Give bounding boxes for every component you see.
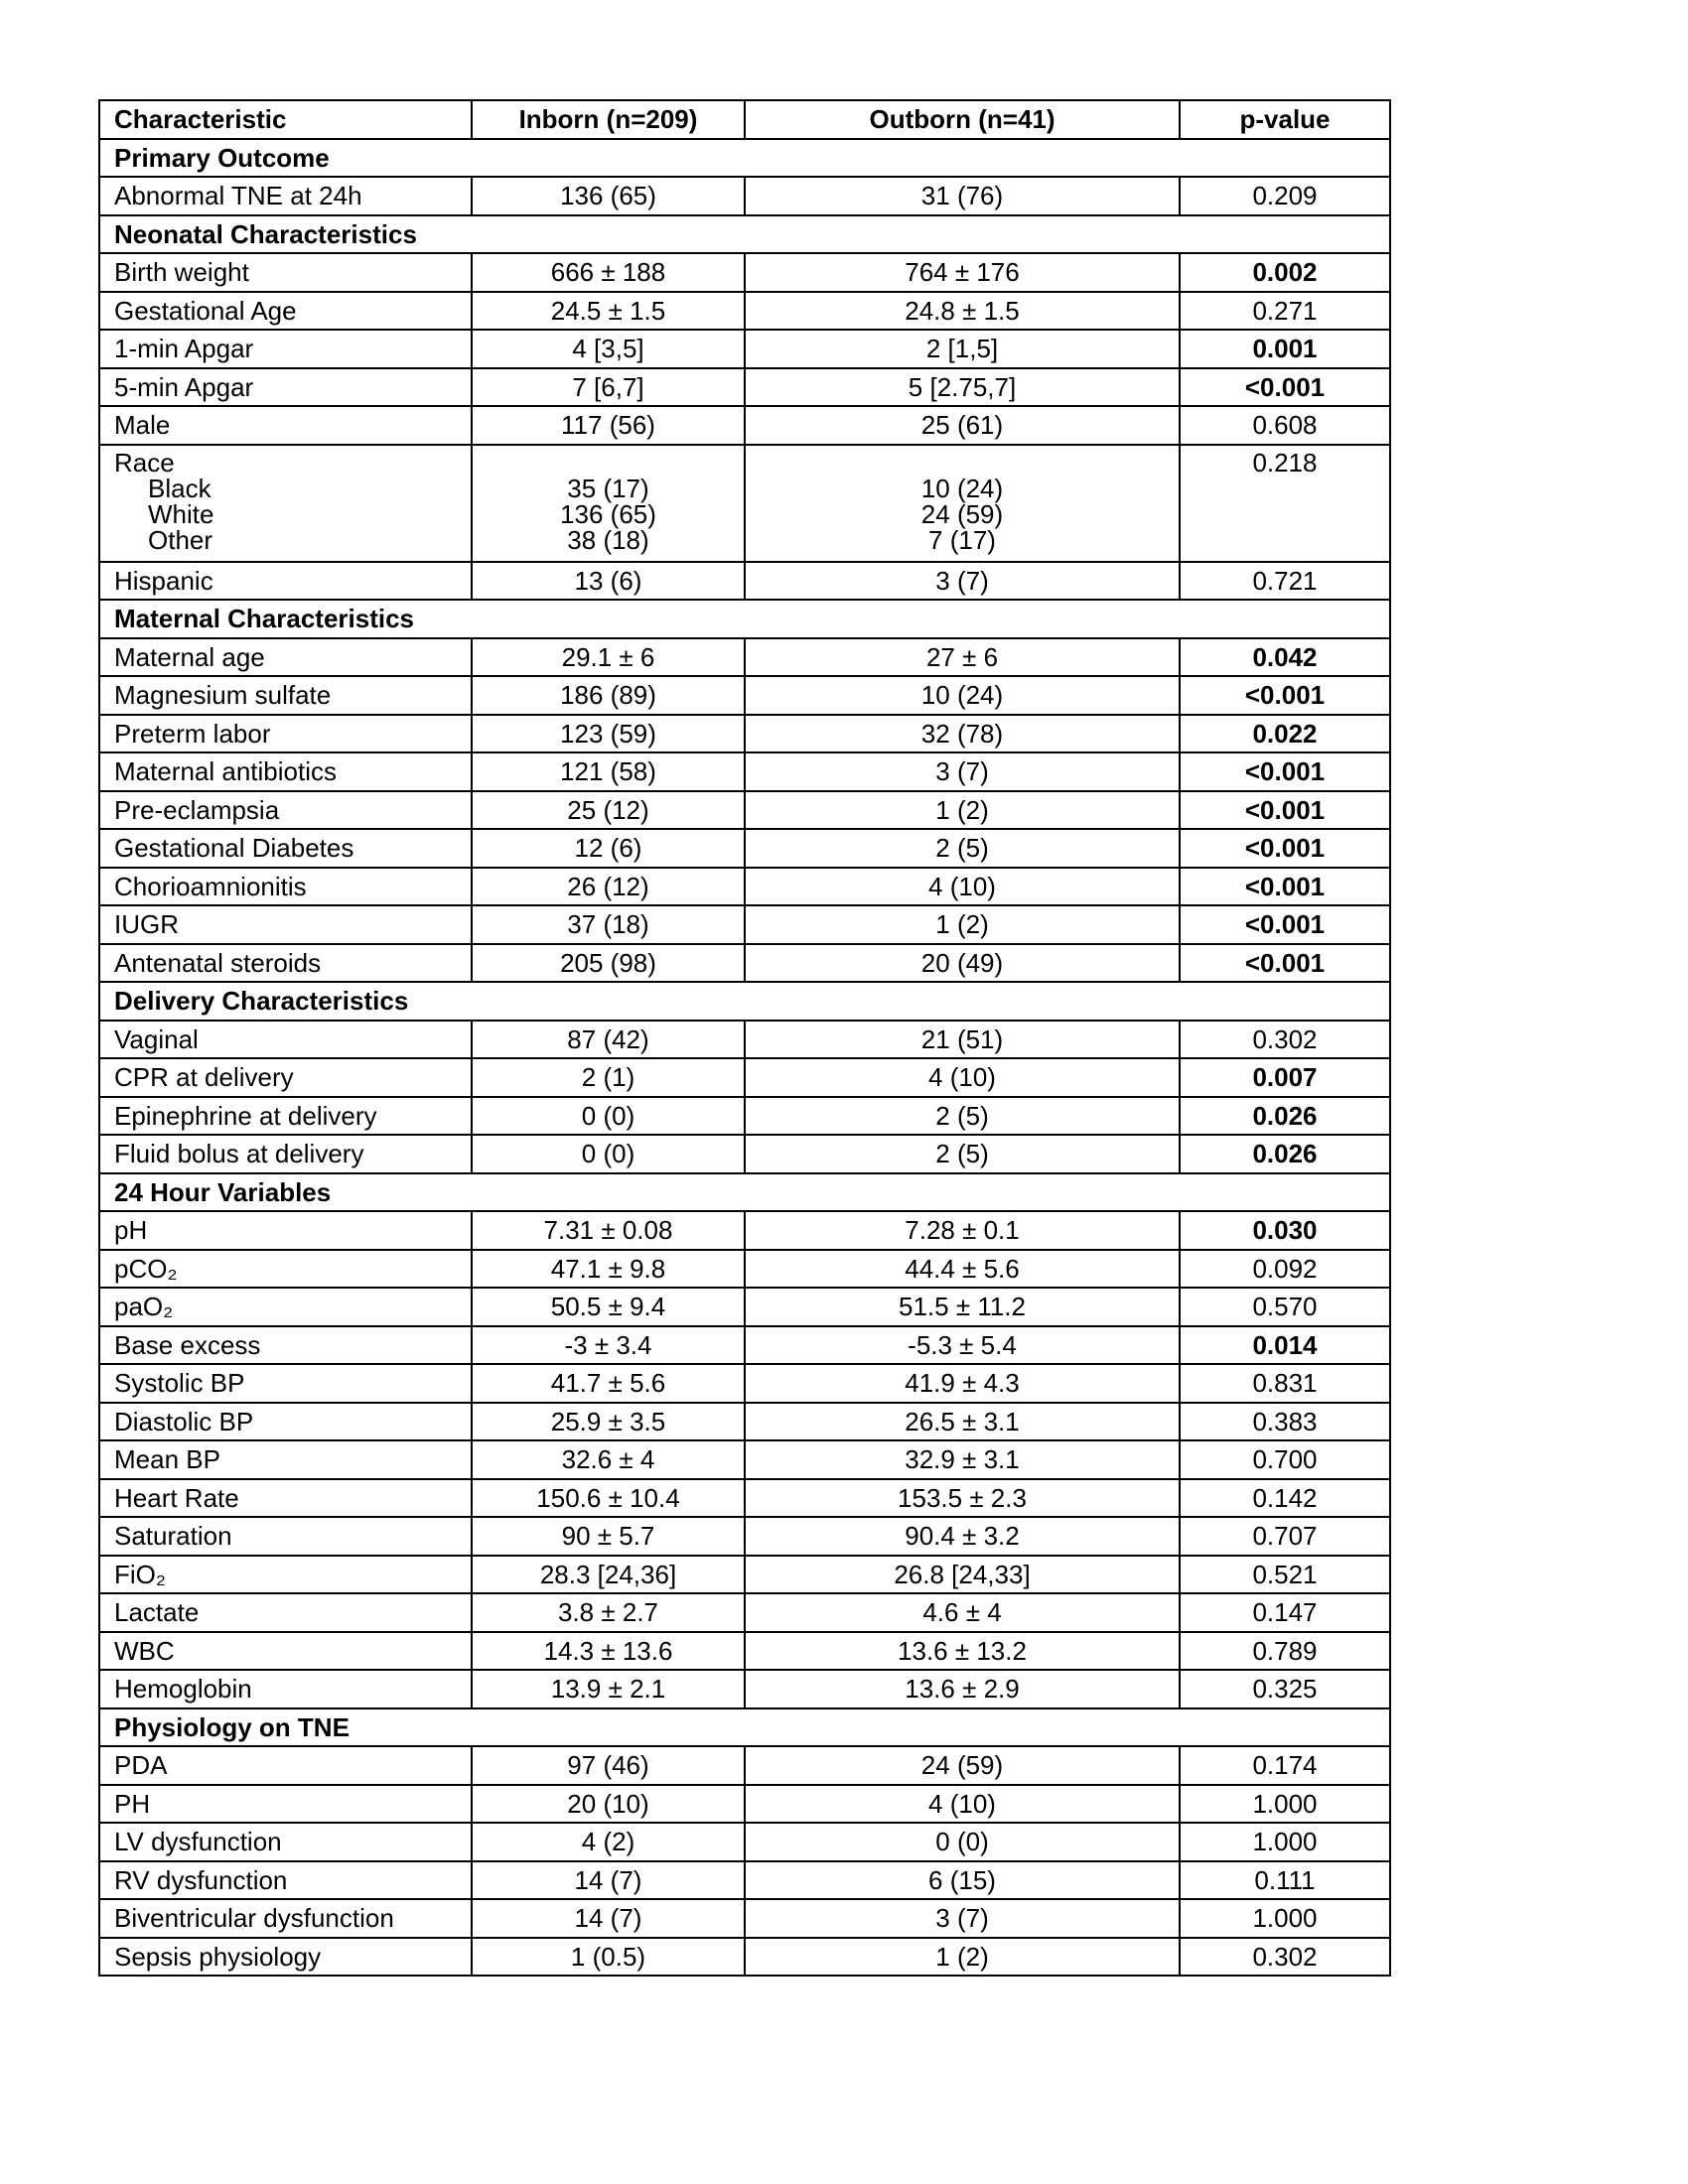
inborn-value: 7 [6,7] <box>472 368 745 407</box>
inborn-value: 666 ± 188 <box>472 253 745 292</box>
p-value: 1.000 <box>1180 1899 1390 1938</box>
p-value: 0.030 <box>1180 1211 1390 1250</box>
inborn-value: 136 (65) <box>472 177 745 215</box>
row-label: Base excess <box>99 1326 472 1365</box>
outborn-value: 32.9 ± 3.1 <box>745 1440 1180 1479</box>
inborn-value: 186 (89) <box>472 676 745 715</box>
sub-row-label: Black <box>148 473 211 503</box>
p-value-cell: 0.218 <box>1180 445 1390 562</box>
outborn-value: 2 [1,5] <box>745 330 1180 368</box>
outborn-value: 24 (59) <box>920 498 1004 529</box>
row-label: Lactate <box>99 1593 472 1632</box>
table-row <box>99 1440 1390 1479</box>
table-row <box>99 752 1390 791</box>
section-title: Physiology on TNE <box>99 1708 1390 1747</box>
inborn-value: 13.9 ± 2.1 <box>472 1670 745 1708</box>
outborn-value: 25 (61) <box>745 406 1180 445</box>
table-row <box>99 1250 1390 1289</box>
p-value: <0.001 <box>1180 368 1390 407</box>
table-row <box>99 1403 1390 1441</box>
outborn-cell <box>745 445 1180 562</box>
inborn-value: 121 (58) <box>472 752 745 791</box>
outborn-value: -5.3 ± 5.4 <box>745 1326 1180 1365</box>
inborn-value: 32.6 ± 4 <box>472 1440 745 1479</box>
row-label: FiO₂ <box>99 1556 472 1594</box>
table-row <box>99 1211 1390 1250</box>
outborn-value: 26.8 [24,33] <box>745 1556 1180 1594</box>
row-label: PDA <box>99 1746 472 1785</box>
inborn-value: 1 (0.5) <box>472 1938 745 1977</box>
section-row <box>99 982 1390 1021</box>
inborn-cell <box>472 445 745 562</box>
inborn-value: 28.3 [24,36] <box>472 1556 745 1594</box>
inborn-value: 7.31 ± 0.08 <box>472 1211 745 1250</box>
row-label: Magnesium sulfate <box>99 676 472 715</box>
inborn-value: 123 (59) <box>472 715 745 753</box>
inborn-value: 24.5 ± 1.5 <box>472 292 745 331</box>
table-row <box>99 177 1390 215</box>
table-row <box>99 638 1390 677</box>
outborn-value: 41.9 ± 4.3 <box>745 1364 1180 1403</box>
table-row <box>99 868 1390 906</box>
row-label: Abnormal TNE at 24h <box>99 177 472 215</box>
p-value: 0.721 <box>1180 562 1390 601</box>
row-label: Male <box>99 406 472 445</box>
p-value: 0.271 <box>1180 292 1390 331</box>
section-row <box>99 215 1390 254</box>
outborn-value: 13.6 ± 13.2 <box>745 1632 1180 1671</box>
outborn-value: 2 (5) <box>745 829 1180 868</box>
row-label: WBC <box>99 1632 472 1671</box>
outborn-value: 764 ± 176 <box>745 253 1180 292</box>
row-label: paO₂ <box>99 1288 472 1326</box>
table-row <box>99 1326 1390 1365</box>
outborn-value: 10 (24) <box>920 473 1004 503</box>
inborn-value: 4 [3,5] <box>472 330 745 368</box>
outborn-value: 5 [2.75,7] <box>745 368 1180 407</box>
table-row <box>99 676 1390 715</box>
p-value: 0.521 <box>1180 1556 1390 1594</box>
p-value: 0.026 <box>1180 1097 1390 1136</box>
p-value: 0.209 <box>1180 177 1390 215</box>
table-row <box>99 330 1390 368</box>
table-row <box>99 1899 1390 1938</box>
header-p-value: p-value <box>1180 100 1390 139</box>
row-label: Vaginal <box>99 1021 472 1059</box>
outborn-value: 1 (2) <box>745 1938 1180 1977</box>
outborn-value: 2 (5) <box>745 1135 1180 1173</box>
row-label: Preterm labor <box>99 715 472 753</box>
inborn-value: 14 (7) <box>472 1861 745 1900</box>
table-row <box>99 1746 1390 1785</box>
table-row <box>99 905 1390 944</box>
outborn-value: 3 (7) <box>745 752 1180 791</box>
table-row <box>99 1938 1390 1977</box>
inborn-value: 25.9 ± 3.5 <box>472 1403 745 1441</box>
table-row <box>99 562 1390 601</box>
row-label: Hemoglobin <box>99 1670 472 1708</box>
p-value: 0.022 <box>1180 715 1390 753</box>
table-row <box>99 1861 1390 1900</box>
outborn-value: 3 (7) <box>745 1899 1180 1938</box>
p-value: 0.302 <box>1180 1021 1390 1059</box>
table-row <box>99 944 1390 983</box>
inborn-value: 2 (1) <box>472 1058 745 1097</box>
inborn-value: 205 (98) <box>472 944 745 983</box>
inborn-value: 4 (2) <box>472 1823 745 1861</box>
section-row <box>99 139 1390 178</box>
table-row <box>99 368 1390 407</box>
table-row <box>99 829 1390 868</box>
table-row <box>99 292 1390 331</box>
outborn-value: 4.6 ± 4 <box>745 1593 1180 1632</box>
p-value: <0.001 <box>1180 829 1390 868</box>
table-row <box>99 1135 1390 1173</box>
row-label: pH <box>99 1211 472 1250</box>
row-label: Gestational Age <box>99 292 472 331</box>
header-inborn: Inborn (n=209) <box>472 100 745 139</box>
p-value: 0.042 <box>1180 638 1390 677</box>
characteristics-table <box>98 99 1391 1977</box>
inborn-value: 97 (46) <box>472 1746 745 1785</box>
table-row <box>99 253 1390 292</box>
row-label: 1-min Apgar <box>99 330 472 368</box>
p-value: 1.000 <box>1180 1785 1390 1824</box>
inborn-value: 14.3 ± 13.6 <box>472 1632 745 1671</box>
row-label: Maternal antibiotics <box>99 752 472 791</box>
outborn-value: 1 (2) <box>745 791 1180 830</box>
inborn-value: 13 (6) <box>472 562 745 601</box>
p-value: 0.002 <box>1180 253 1390 292</box>
table-row <box>99 1288 1390 1326</box>
section-title: Maternal Characteristics <box>99 600 1390 638</box>
inborn-value: 38 (18) <box>567 524 649 555</box>
inborn-value: 12 (6) <box>472 829 745 868</box>
row-label: CPR at delivery <box>99 1058 472 1097</box>
outborn-value: 13.6 ± 2.9 <box>745 1670 1180 1708</box>
p-value: 1.000 <box>1180 1823 1390 1861</box>
row-label: Race <box>114 447 175 478</box>
sub-row-label: White <box>148 498 214 529</box>
inborn-value: 29.1 ± 6 <box>472 638 745 677</box>
table-row <box>99 1364 1390 1403</box>
p-value: 0.325 <box>1180 1670 1390 1708</box>
section-title: Neonatal Characteristics <box>99 215 1390 254</box>
outborn-value: 24.8 ± 1.5 <box>745 292 1180 331</box>
inborn-value: 20 (10) <box>472 1785 745 1824</box>
outborn-value: 4 (10) <box>745 868 1180 906</box>
row-label: Birth weight <box>99 253 472 292</box>
outborn-value: 4 (10) <box>745 1785 1180 1824</box>
row-label: Gestational Diabetes <box>99 829 472 868</box>
p-value: 0.831 <box>1180 1364 1390 1403</box>
outborn-value: 1 (2) <box>745 905 1180 944</box>
row-label: Saturation <box>99 1517 472 1556</box>
header-characteristic: Characteristic <box>99 100 472 139</box>
row-label: RV dysfunction <box>99 1861 472 1900</box>
table-row <box>99 1823 1390 1861</box>
row-label: Epinephrine at delivery <box>99 1097 472 1136</box>
p-value: <0.001 <box>1180 791 1390 830</box>
table-row <box>99 1517 1390 1556</box>
row-label: pCO₂ <box>99 1250 472 1289</box>
p-value: 0.302 <box>1180 1938 1390 1977</box>
inborn-value: -3 ± 3.4 <box>472 1326 745 1365</box>
table-row <box>99 1593 1390 1632</box>
table-row <box>99 1670 1390 1708</box>
p-value: 0.026 <box>1180 1135 1390 1173</box>
outborn-value: 44.4 ± 5.6 <box>745 1250 1180 1289</box>
outborn-value: 32 (78) <box>745 715 1180 753</box>
inborn-value: 14 (7) <box>472 1899 745 1938</box>
row-label: IUGR <box>99 905 472 944</box>
table-row <box>99 1632 1390 1671</box>
row-label: Biventricular dysfunction <box>99 1899 472 1938</box>
inborn-value: 3.8 ± 2.7 <box>472 1593 745 1632</box>
inborn-value: 37 (18) <box>472 905 745 944</box>
row-label: 5-min Apgar <box>99 368 472 407</box>
section-row <box>99 600 1390 638</box>
p-value: 0.111 <box>1180 1861 1390 1900</box>
table-row-group <box>99 445 1390 562</box>
p-value: <0.001 <box>1180 905 1390 944</box>
outborn-value: 7.28 ± 0.1 <box>745 1211 1180 1250</box>
table-body <box>99 100 1390 1976</box>
outborn-value: 10 (24) <box>745 676 1180 715</box>
p-value: 0.707 <box>1180 1517 1390 1556</box>
p-value: 0.608 <box>1180 406 1390 445</box>
row-label: Hispanic <box>99 562 472 601</box>
p-value: 0.014 <box>1180 1326 1390 1365</box>
inborn-value: 90 ± 5.7 <box>472 1517 745 1556</box>
outborn-value: 6 (15) <box>745 1861 1180 1900</box>
inborn-value: 47.1 ± 9.8 <box>472 1250 745 1289</box>
outborn-value: 26.5 ± 3.1 <box>745 1403 1180 1441</box>
section-row <box>99 1173 1390 1212</box>
row-label: Heart Rate <box>99 1479 472 1518</box>
table-row <box>99 406 1390 445</box>
p-value: <0.001 <box>1180 944 1390 983</box>
outborn-value: 20 (49) <box>745 944 1180 983</box>
outborn-value: 7 (17) <box>928 524 996 555</box>
row-label: PH <box>99 1785 472 1824</box>
row-label: Maternal age <box>99 638 472 677</box>
section-title: Delivery Characteristics <box>99 982 1390 1021</box>
row-label: Chorioamnionitis <box>99 868 472 906</box>
row-label: Fluid bolus at delivery <box>99 1135 472 1173</box>
section-title: 24 Hour Variables <box>99 1173 1390 1212</box>
row-label: Antenatal steroids <box>99 944 472 983</box>
inborn-value: 117 (56) <box>472 406 745 445</box>
p-value: <0.001 <box>1180 868 1390 906</box>
outborn-value: 90.4 ± 3.2 <box>745 1517 1180 1556</box>
sub-row-label: Other <box>148 524 213 555</box>
outborn-value: 21 (51) <box>745 1021 1180 1059</box>
outborn-value: 24 (59) <box>745 1746 1180 1785</box>
table-row <box>99 1556 1390 1594</box>
row-label: Mean BP <box>99 1440 472 1479</box>
p-value: 0.789 <box>1180 1632 1390 1671</box>
table-row <box>99 1097 1390 1136</box>
inborn-value: 50.5 ± 9.4 <box>472 1288 745 1326</box>
outborn-value: 4 (10) <box>745 1058 1180 1097</box>
outborn-value: 2 (5) <box>745 1097 1180 1136</box>
inborn-value: 41.7 ± 5.6 <box>472 1364 745 1403</box>
outborn-value: 153.5 ± 2.3 <box>745 1479 1180 1518</box>
inborn-value: 26 (12) <box>472 868 745 906</box>
row-label: Diastolic BP <box>99 1403 472 1441</box>
p-value: 0.142 <box>1180 1479 1390 1518</box>
p-value: 0.700 <box>1180 1440 1390 1479</box>
p-value: 0.383 <box>1180 1403 1390 1441</box>
section-title: Primary Outcome <box>99 139 1390 178</box>
p-value: <0.001 <box>1180 752 1390 791</box>
p-value: 0.007 <box>1180 1058 1390 1097</box>
p-value: 0.147 <box>1180 1593 1390 1632</box>
p-value: 0.092 <box>1180 1250 1390 1289</box>
table-row <box>99 1479 1390 1518</box>
p-value: 0.570 <box>1180 1288 1390 1326</box>
inborn-value: 150.6 ± 10.4 <box>472 1479 745 1518</box>
row-label: Sepsis physiology <box>99 1938 472 1977</box>
table-row <box>99 715 1390 753</box>
table-row <box>99 1021 1390 1059</box>
outborn-value: 51.5 ± 11.2 <box>745 1288 1180 1326</box>
header-outborn: Outborn (n=41) <box>745 100 1180 139</box>
table-row <box>99 791 1390 830</box>
header-row <box>99 100 1390 139</box>
inborn-value: 0 (0) <box>472 1135 745 1173</box>
table-row <box>99 1785 1390 1824</box>
p-value: 0.174 <box>1180 1746 1390 1785</box>
p-value: <0.001 <box>1180 676 1390 715</box>
section-row <box>99 1708 1390 1747</box>
outborn-value: 31 (76) <box>745 177 1180 215</box>
outborn-value: 27 ± 6 <box>745 638 1180 677</box>
row-label-cell <box>99 445 472 562</box>
inborn-value: 25 (12) <box>472 791 745 830</box>
outborn-value: 3 (7) <box>745 562 1180 601</box>
row-label: LV dysfunction <box>99 1823 472 1861</box>
row-label: Systolic BP <box>99 1364 472 1403</box>
row-label: Pre-eclampsia <box>99 791 472 830</box>
inborn-value: 35 (17) <box>567 473 649 503</box>
inborn-value: 0 (0) <box>472 1097 745 1136</box>
inborn-value: 136 (65) <box>560 498 656 529</box>
inborn-value: 87 (42) <box>472 1021 745 1059</box>
table-row <box>99 1058 1390 1097</box>
p-value: 0.001 <box>1180 330 1390 368</box>
outborn-value: 0 (0) <box>745 1823 1180 1861</box>
